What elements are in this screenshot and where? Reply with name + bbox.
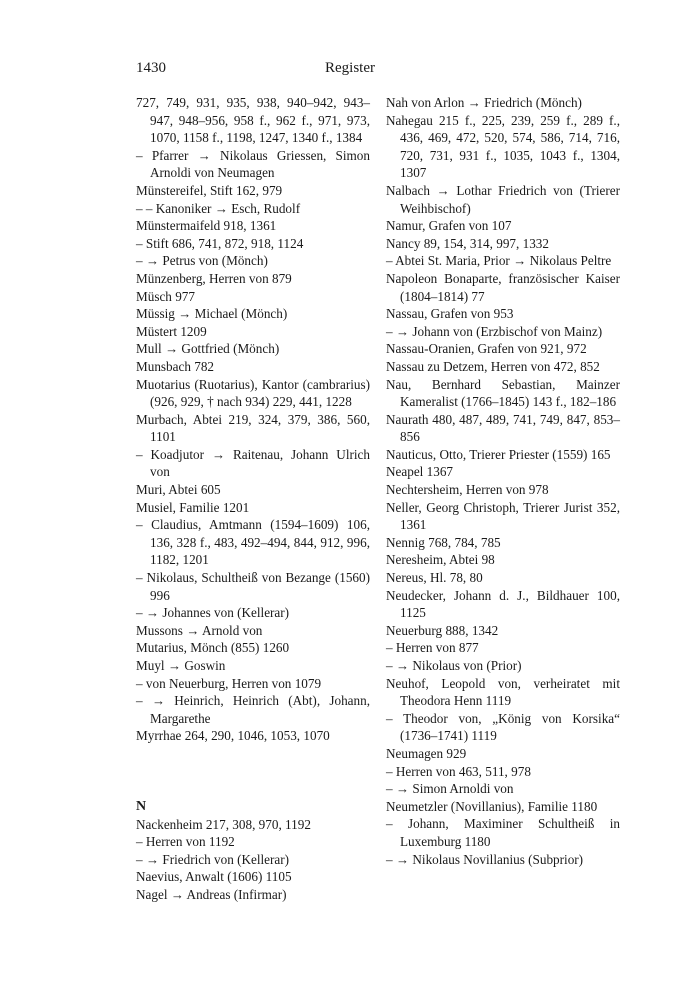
index-entry: Naevius, Anwalt (1606) 1105 [136,869,292,885]
index-entry: – → Johann von (Erzbischof von Mainz) [386,323,603,339]
index-entry: Musiel, Familie 1201 [136,499,250,515]
index-entry: Neller, Georg Christoph, Trierer Jurist 352, 1361 [386,499,620,533]
index-entry: Münstermaifeld 918, 1361 [136,218,277,234]
index-entry: – → Friedrich von (Kellerar) [136,851,290,867]
index-entry: Nahegau 215 f., 225, 239, 259 f., 289 f., 436, 469, 472, 520, 574, 586, 714, 716, 720, 731, 931 f., 1035, 1043 f., 1304, 1307 [386,112,620,181]
index-entry: Namur, Grafen von 107 [386,218,512,234]
index-entry: Münstereifel, Stift 162, 979 [136,182,283,198]
index-entry: Nauticus, Otto, Trierer Priester (1559) 165 [386,446,611,462]
index-column-right [386,94,620,868]
index-entry: Nau, Bernhard Sebastian, Mainzer Kameralist (1766–1845) 143 f., 182–186 [386,376,620,410]
index-entry: Müsch 977 [136,288,195,304]
index-entry: – Pfarrer → Nikolaus Griessen, Simon Arnoldi von Neumagen [136,147,370,181]
index-entry: Nagel → Andreas (Infirmar) [136,886,287,902]
index-entry: Muyl → Goswin [136,658,226,673]
index-entry: – → Heinrich, Heinrich (Abt), Johann, Margarethe [136,693,370,726]
index-entry: Neuerburg 888, 1342 [386,622,499,638]
index-entry: Nechtersheim, Herren von 978 [386,482,549,498]
index-entry: – → Petrus von (Mönch) [136,253,268,269]
index-entry: Neresheim, Abtei 98 [386,552,495,568]
index-column-left [136,94,370,904]
index-entry: Neudecker, Johann d. J., Bildhauer 100, 1125 [386,587,620,621]
index-entry: – Johann, Maximiner Schultheiß in Luxemburg 1180 [386,816,620,849]
index-entry: Muri, Abtei 605 [136,482,221,498]
section-letter: N [136,798,147,814]
index-entry: 727, 749, 931, 935, 938, 940–942, 943–947, 948–956, 958 f., 962 f., 971, 973, 1070, 1158 f., 1198, 1247, 1340 f., 1384 [136,95,370,146]
index-entry: – → Johannes von (Kellerar) [136,605,290,621]
index-entry: Nancy 89, 154, 314, 997, 1332 [386,235,549,251]
index-entry: Murbach, Abtei 219, 324, 379, 386, 560, 1101 [136,411,370,445]
index-entry: – – Kanoniker → Esch, Rudolf [136,200,301,216]
index-entry: – Claudius, Amtmann (1594–1609) 106, 136, 328 f., 483, 492–494, 844, 912, 996, 1182, 1201 [136,517,370,568]
running-head: Register [325,60,375,76]
index-entry: Nah von Arlon → Friedrich (Mönch) [386,95,582,110]
index-entry: Mull → Gottfried (Mönch) [136,341,280,357]
index-entry: Münzenberg, Herren von 879 [136,270,292,286]
index-entry: – Nikolaus, Schultheiß von Bezange (1560) 996 [136,570,370,603]
index-entry: Muotarius (Ruotarius), Kantor (cambrarius) (926, 929, † nach 934) 229, 441, 1228 [136,376,370,410]
section-gap [136,745,370,798]
index-entry: Nassau-Oranien, Grafen von 921, 972 [386,341,587,357]
index-entry: Nalbach → Lothar Friedrich von (Trierer Weihbischof) [386,182,620,216]
index-entry: Myrrhae 264, 290, 1046, 1053, 1070 [136,728,330,744]
index-entry: Napoleon Bonaparte, französischer Kaiser (1804–1814) 77 [386,270,620,304]
index-entry: – Herren von 877 [386,640,479,656]
index-entry: Nassau, Grafen von 953 [386,306,514,322]
index-entry: Neumagen 929 [386,745,467,761]
index-entry: Munsbach 782 [136,358,215,374]
index-entry: – Koadjutor → Raitenau, Johann Ulrich von [136,446,370,480]
index-entry: Nassau zu Detzem, Herren von 472, 852 [386,358,600,374]
index-entry: – Herren von 1192 [136,834,235,850]
index-entry: Neumetzler (Novillanius), Familie 1180 [386,798,598,814]
index-entry: Mutarius, Mönch (855) 1260 [136,640,290,656]
index-entry: Naurath 480, 487, 489, 741, 749, 847, 853–856 [386,411,620,445]
index-entry: Nackenheim 217, 308, 970, 1192 [136,816,311,832]
index-entry: Neuhof, Leopold von, verheiratet mit Theodora Henn 1119 [386,675,620,709]
index-entry: Müstert 1209 [136,323,207,339]
index-entry: Nennig 768, 784, 785 [386,534,501,550]
index-entry: Mussons → Arnold von [136,622,263,638]
index-entry: – Stift 686, 741, 872, 918, 1124 [136,235,304,251]
index-entry: Neapel 1367 [386,464,454,480]
page-number: 1430 [136,60,166,76]
index-entry: – → Nikolaus von (Prior) [386,658,522,673]
index-entry: Nereus, Hl. 78, 80 [386,570,483,586]
index-entry: – → Simon Arnoldi von [386,781,514,797]
index-entry: Müssig → Michael (Mönch) [136,306,288,322]
index-entry: – → Nikolaus Novillanius (Subprior) [386,851,584,867]
index-entry: – von Neuerburg, Herren von 1079 [136,675,322,691]
index-entry: – Abtei St. Maria, Prior → Nikolaus Peltre [386,253,612,269]
index-entry: – Herren von 463, 511, 978 [386,763,531,779]
index-entry: – Theodor von, „König von Korsika“ (1736–1741) 1119 [386,710,620,744]
